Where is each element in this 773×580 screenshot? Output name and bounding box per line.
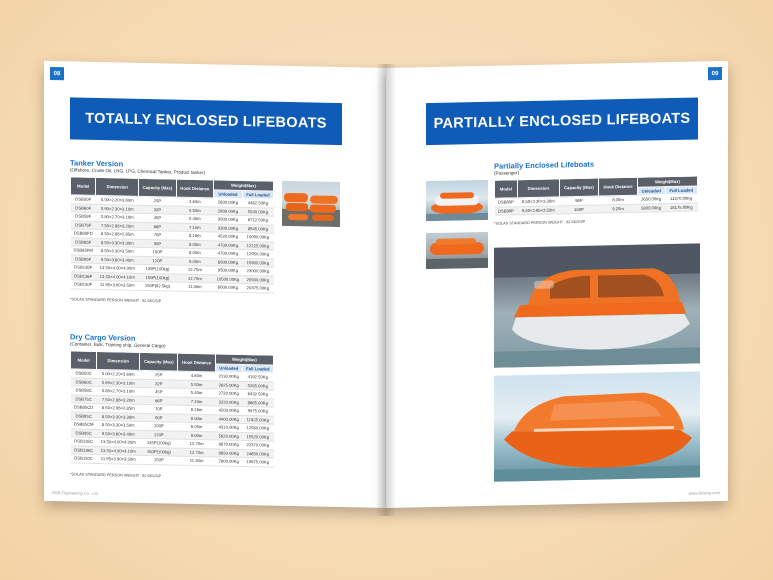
table-cell: 8.50×2.86×2.85m xyxy=(97,403,140,412)
passenger-title: Partially Enclosed Lifeboats xyxy=(494,159,595,171)
table-cell: DSB85CM xyxy=(71,420,97,429)
table-cell: 120P xyxy=(140,430,178,439)
table-cell: 100P xyxy=(139,247,177,256)
table-cell: 5620.00Kg xyxy=(215,431,242,440)
table-cell: 12.70m xyxy=(176,274,213,283)
table-cell: 15520.00Kg xyxy=(242,432,273,441)
col-full: Full Loaded xyxy=(242,190,273,199)
table-cell: 12.70m xyxy=(178,439,216,448)
table-cell: 9.50×3.60×3.40m xyxy=(96,255,139,264)
table-cell: 7.50×2.86×3.20m xyxy=(97,395,140,404)
table-cell: 5.00×2.20×3.60m xyxy=(97,369,140,378)
col-full: Full Loaded xyxy=(242,364,273,373)
table-cell: 6432.50Kg xyxy=(242,389,273,398)
table-cell: 9.50×3.60×3.40m xyxy=(97,429,140,438)
col-hook: Hook Distance xyxy=(599,177,638,196)
table-cell: 5.80×2.70×3.10m xyxy=(96,212,139,221)
table-cell: 3000.00Kg xyxy=(213,215,242,224)
col-dimension: Dimension xyxy=(96,177,139,196)
table-cell: DSB50C xyxy=(71,369,97,378)
table-cell: 13.50×4.00×4.00m xyxy=(97,437,140,446)
table-cell: 8.50×3.30×3.50m xyxy=(96,246,139,255)
table-cell: 8665.00Kg xyxy=(242,398,273,407)
lifeboat-image xyxy=(494,243,700,367)
col-model: Model xyxy=(495,180,518,198)
table-cell: 7.50×2.86×3.20m xyxy=(96,221,139,230)
table-cell: 12950.00Kg xyxy=(242,249,273,258)
table-cell: 20375.00Kg xyxy=(242,283,273,292)
table-cell: 4700.00Kg xyxy=(213,240,242,249)
table-cell: 9500.00Kg xyxy=(213,266,242,275)
col-capacity: Capacity (Max) xyxy=(559,178,598,197)
col-capacity: Capacity (Max) xyxy=(140,352,178,371)
page-footer: www.dsbeng.com xyxy=(688,490,720,496)
table-cell: 135P(100kg) xyxy=(139,264,177,273)
table-cell: 25P xyxy=(140,370,178,379)
table-cell: 5.90×2.30×3.10m xyxy=(96,204,139,213)
table-cell: 23000.00Kg xyxy=(242,266,273,275)
table-cell: 100P xyxy=(140,421,178,430)
table-cell: 8.00m xyxy=(599,195,638,204)
table-cell: DSB50F xyxy=(71,195,96,204)
page-number: 09 xyxy=(708,67,722,80)
table-cell: 5800.00Kg xyxy=(637,203,665,212)
table-cell: 25P xyxy=(139,196,177,205)
table-cell: DSB58F xyxy=(71,212,96,221)
table-cell: 2900.00Kg xyxy=(213,206,242,215)
table-cell: 8.50×3.30×3.30m xyxy=(97,412,140,421)
table-cell: DSB75F xyxy=(71,220,96,229)
table-cell: DSB135F xyxy=(71,263,96,272)
table-cell: 11825.00Kg xyxy=(242,415,273,424)
col-hook: Hook Distance xyxy=(178,353,216,372)
lifeboat-image xyxy=(426,180,488,221)
tanker-title: Tanker Version xyxy=(70,158,124,169)
table-cell: 11.95×3.90×3.50m xyxy=(97,454,140,463)
table-cell: 12560.00Kg xyxy=(242,423,273,432)
table-cell: 90P xyxy=(139,239,177,248)
table-cell: 8945.00Kg xyxy=(242,224,273,233)
page-footer: DSB Engineering Co., Ltd. xyxy=(52,490,99,496)
passenger-spec-table xyxy=(494,175,698,215)
table-cell: 8.50×3.30×3.50m xyxy=(97,420,140,429)
page-number: 08 xyxy=(50,67,64,80)
section-banner: TOTALLY ENCLOSED LIFEBOATS xyxy=(70,97,342,145)
table-cell: DSB60F xyxy=(71,203,96,212)
table-cell: 10500.00Kg xyxy=(213,274,242,283)
col-unloaded: Unloaded xyxy=(637,187,665,196)
table-cell: 5.50m xyxy=(176,206,213,215)
table-cell: 10090.00Kg xyxy=(242,232,273,241)
table-cell: DSB75C xyxy=(71,394,97,403)
col-hook: Hook Distance xyxy=(176,179,213,198)
table-cell: 45P xyxy=(140,387,178,396)
table-cell: 135P(100kg) xyxy=(140,438,178,447)
left-page xyxy=(44,61,386,508)
table-cell: 8.00m xyxy=(178,414,216,423)
lifeboat-water-photo xyxy=(494,371,700,481)
table-cell: 70P xyxy=(139,230,177,239)
table-cell: 8.00m xyxy=(176,240,213,249)
table-cell: 9975.00Kg xyxy=(242,406,273,415)
table-cell: 4192.50Kg xyxy=(242,372,273,381)
tanker-note: *SOLAS STANDARD PERSON WEIGHT : 82.5KGS/P xyxy=(70,297,162,304)
table-cell: 13.50×4.00×4.10m xyxy=(97,446,140,455)
col-weight: Weight(Max) xyxy=(215,354,273,365)
table-cell: DSB150F xyxy=(71,280,96,289)
lifeboat-row-photo xyxy=(282,181,340,227)
table-cell: 11.95×3.90×3.50m xyxy=(96,280,139,289)
cargo-subtitle: (Container, Bulk, Training ship, General Cargo) xyxy=(70,341,166,349)
table-cell: 32P xyxy=(139,205,177,214)
col-weight: Weight(Max) xyxy=(213,180,273,191)
table-cell: 9.00m xyxy=(178,431,216,440)
table-cell: 9.60×3.95×3.50m xyxy=(517,205,559,214)
table-cell: 8.18m xyxy=(176,231,213,240)
table-cell: 2720.00Kg xyxy=(215,389,242,398)
table-cell: 5.40m xyxy=(176,214,213,223)
col-unloaded: Unloaded xyxy=(213,190,242,199)
table-cell: DSB85C xyxy=(71,411,97,420)
table-cell: DSB85FM xyxy=(71,246,96,255)
table-cell: 4400.00Kg xyxy=(215,414,242,423)
tanker-spec-table xyxy=(70,176,274,293)
table-cell: 150P(100kg) xyxy=(139,273,177,282)
table-cell: 3650.00Kg xyxy=(637,195,665,204)
passenger-subtitle: (Passenger) xyxy=(494,170,520,176)
table-cell: 66P xyxy=(139,222,177,231)
table-cell: DSB85F xyxy=(71,237,96,246)
table-cell: 8.05m xyxy=(178,422,216,431)
table-cell: 150P xyxy=(140,455,178,464)
table-cell: DSB95C xyxy=(71,428,97,437)
table-cell: 8.05m xyxy=(176,248,213,257)
table-cell: DSB85CD xyxy=(71,403,97,412)
table-cell: 5265.00Kg xyxy=(242,381,273,390)
cargo-title: Dry Cargo Version xyxy=(70,332,136,343)
table-cell: 8.18m xyxy=(178,405,216,414)
small-boat-photo-1 xyxy=(426,180,488,221)
table-cell: 6712.50Kg xyxy=(242,215,273,224)
table-cell: 4.60m xyxy=(176,197,213,206)
table-cell: 32P xyxy=(140,379,178,388)
table-cell: 8.50×3.30×3.30m xyxy=(517,197,559,206)
table-cell: 11.30m xyxy=(178,456,216,465)
table-cell: 8870.00Kg xyxy=(215,440,242,449)
table-cell: 4200.00Kg xyxy=(215,406,242,415)
table-cell: 13.50×4.00×4.00m xyxy=(96,263,139,272)
col-model: Model xyxy=(71,177,96,196)
table-cell: 9650.00Kg xyxy=(215,448,242,457)
table-cell: DSB96P xyxy=(495,206,518,215)
table-cell: DSB136F xyxy=(71,271,96,280)
col-capacity: Capacity (Max) xyxy=(139,178,177,197)
cargo-note: *SOLAS STANDARD PERSON WEIGHT : 82.5KGS/P xyxy=(70,472,162,479)
small-boat-photo-2 xyxy=(426,232,488,269)
table-cell: 5.50m xyxy=(178,380,216,389)
table-cell: 66P xyxy=(140,396,178,405)
partially-enclosed-boat-photo xyxy=(494,243,700,367)
table-cell: 7600.00Kg xyxy=(215,457,242,466)
col-dimension: Dimension xyxy=(517,179,559,198)
table-cell: 4462.50Kg xyxy=(242,198,273,207)
table-cell: 15900.00Kg xyxy=(242,258,273,267)
table-cell: 150P(100kg) xyxy=(140,447,178,456)
table-cell: 9.00m xyxy=(176,257,213,266)
lifeboat-row-image xyxy=(282,181,340,227)
table-cell: 13.50×4.00×4.10m xyxy=(96,272,139,281)
table-cell: 22370.00Kg xyxy=(242,440,273,449)
table-cell: 5.40m xyxy=(178,388,216,397)
col-full: Full Loaded xyxy=(665,186,697,195)
table-cell: 7.10m xyxy=(178,397,216,406)
table-cell: DSB135C xyxy=(71,437,97,446)
tanker-subtitle: (Offshore, Crude Oil, LNG, LPG, Chemical Tanker, Product tanker) xyxy=(70,167,206,176)
table-cell: 70P xyxy=(140,404,178,413)
table-cell: 120P xyxy=(139,256,177,265)
table-cell: 150P(82.5kg) xyxy=(139,281,177,290)
table-cell: 7.10m xyxy=(176,223,213,232)
table-cell: 5.00×2.20×3.60m xyxy=(96,195,139,204)
lifeboat-image xyxy=(426,232,488,269)
table-cell: 12.70m xyxy=(178,448,216,457)
table-cell: 96P xyxy=(559,196,598,205)
table-cell: 18175.00Kg xyxy=(665,202,697,211)
table-cell: DSB150C xyxy=(71,454,97,463)
table-cell: DSB85FD xyxy=(71,229,96,238)
table-cell: 2130.00Kg xyxy=(215,372,242,381)
table-cell: 12.70m xyxy=(176,265,213,274)
table-cell: DSB58C xyxy=(71,386,97,395)
table-cell: 12125.00Kg xyxy=(242,241,273,250)
table-cell: 11570.00Kg xyxy=(665,194,697,203)
table-cell: 150P xyxy=(559,205,598,214)
table-cell: DSB95F xyxy=(71,254,96,263)
table-cell: 8000.00Kg xyxy=(213,283,242,292)
lifeboat-image xyxy=(494,371,700,481)
table-cell: 4.60m xyxy=(178,371,216,380)
table-cell: 5.90×2.30×3.10m xyxy=(97,378,140,387)
table-cell: 4700.00Kg xyxy=(213,249,242,258)
col-dimension: Dimension xyxy=(97,351,140,370)
table-cell: 11.30m xyxy=(176,282,213,291)
table-cell: 90P xyxy=(140,413,178,422)
right-page xyxy=(386,61,728,508)
table-cell: DSB60C xyxy=(71,377,97,386)
table-cell: 9.20m xyxy=(599,204,638,213)
table-cell: 5.80×2.70×3.10m xyxy=(97,386,140,395)
cargo-spec-table xyxy=(70,350,274,467)
section-banner: PARTIALLY ENCLOSED LIFEBOATS xyxy=(426,97,698,145)
table-cell: 8.50×2.86×2.85m xyxy=(96,229,139,238)
table-cell: 25500.00Kg xyxy=(242,275,273,284)
col-unloaded: Unloaded xyxy=(215,364,242,373)
table-cell: 8.50×3.30×3.30m xyxy=(96,238,139,247)
table-cell: 45P xyxy=(139,213,177,222)
table-cell: 24650.00Kg xyxy=(242,449,273,458)
table-cell: 3220.00Kg xyxy=(215,397,242,406)
table-cell: 6000.00Kg xyxy=(213,257,242,266)
table-cell: 3300.00Kg xyxy=(213,223,242,232)
table-cell: 4310.00Kg xyxy=(215,423,242,432)
table-cell: DSB85P xyxy=(495,198,518,207)
table-cell: DSB136C xyxy=(71,445,97,454)
table-cell: 19975.00Kg xyxy=(242,457,273,466)
table-cell: 4520.00Kg xyxy=(213,232,242,241)
table-cell: 5540.00Kg xyxy=(242,207,273,216)
col-model: Model xyxy=(71,351,97,370)
table-cell: 2625.00Kg xyxy=(215,380,242,389)
col-weight: Weight(Max) xyxy=(637,176,697,187)
passenger-note: *SOLAS STANDARD PERSON WEIGHT : 82.5KGS/P xyxy=(494,219,586,226)
table-cell: 2600.00Kg xyxy=(213,198,242,207)
